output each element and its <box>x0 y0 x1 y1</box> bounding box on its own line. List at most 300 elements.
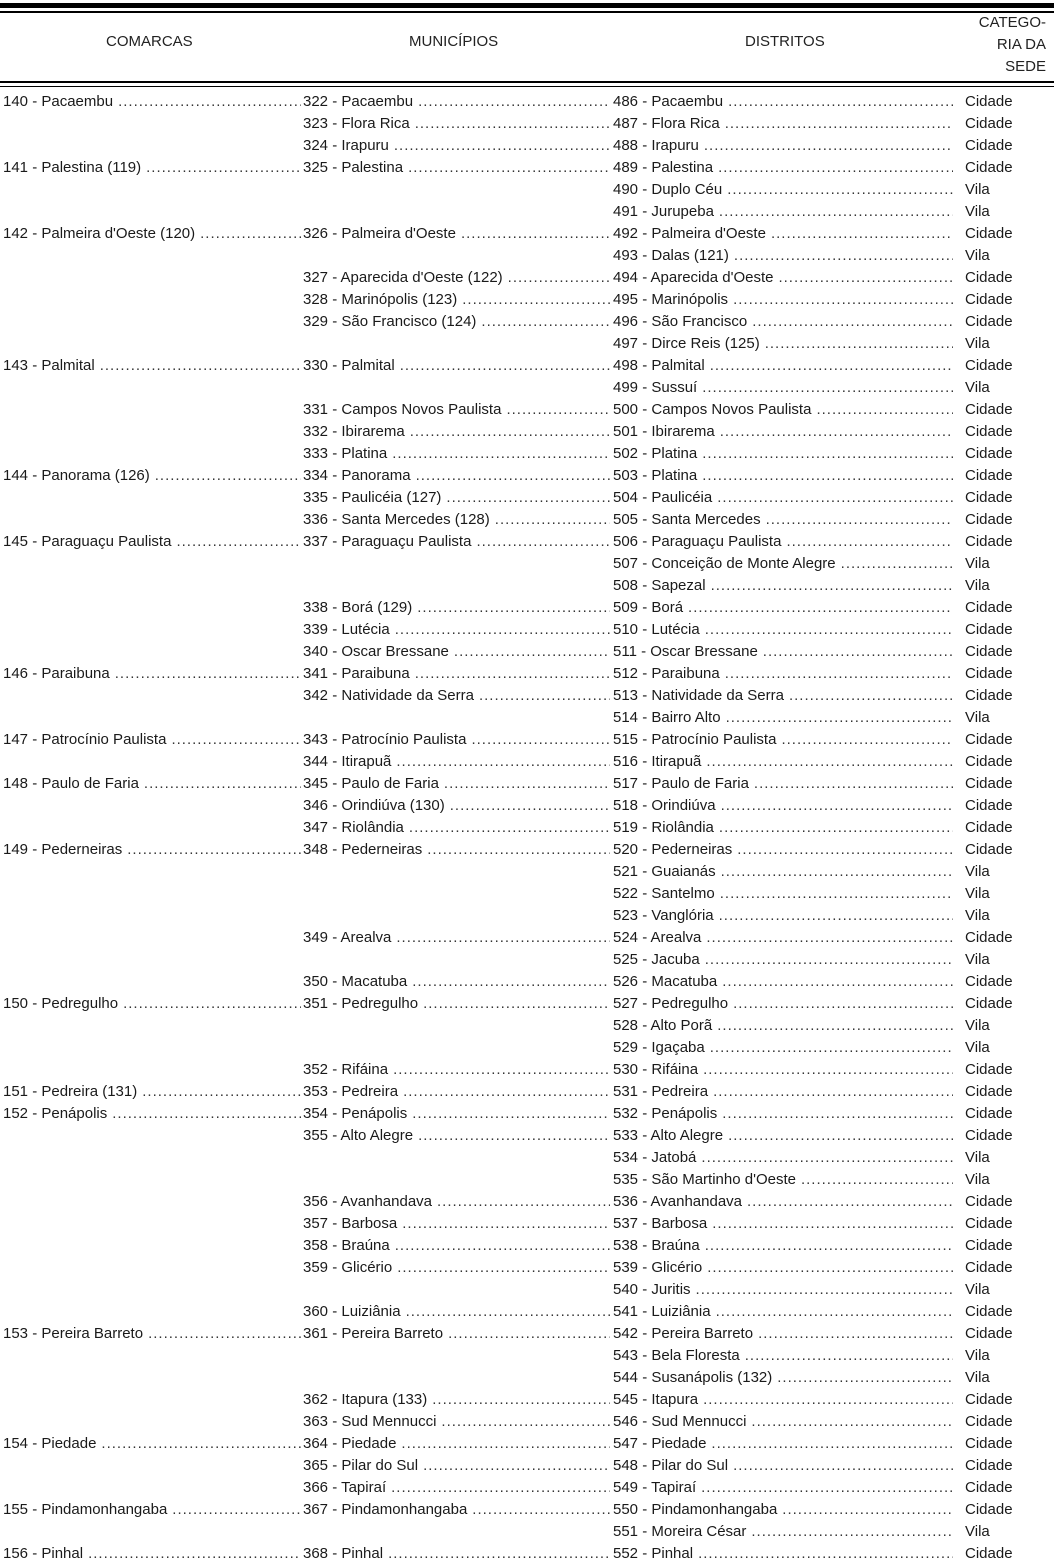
table-row <box>0 1081 1054 1103</box>
table-row <box>0 1499 1054 1521</box>
dot-leader <box>720 883 953 905</box>
categoria-cell-text: Cidade <box>965 1083 1013 1100</box>
municipio-cell-text: 327 - Aparecida d'Oeste (122) <box>303 269 503 286</box>
comarca-cell-text <box>3 377 8 399</box>
municipio-cell-text: 344 - Itirapuã <box>303 753 392 770</box>
categoria-cell <box>965 1191 1045 1213</box>
municipio-cell-text: 360 - Luiziânia <box>303 1303 401 1320</box>
header-bottom-rule <box>0 81 1054 83</box>
categoria-cell <box>965 619 1045 641</box>
municipio-cell <box>303 267 610 289</box>
municipio-cell-text: 323 - Flora Rica <box>303 115 410 132</box>
comarca-cell-text <box>3 707 8 729</box>
dot-leader <box>706 927 953 949</box>
municipio-cell <box>303 1433 610 1455</box>
dot-leader <box>450 795 610 817</box>
distrito-cell <box>613 707 953 729</box>
municipio-cell-text: 336 - Santa Mercedes (128) <box>303 511 490 528</box>
categoria-cell <box>965 399 1045 421</box>
table-row <box>0 839 1054 861</box>
table-row <box>0 487 1054 509</box>
distrito-cell <box>613 1301 953 1323</box>
categoria-cell-text: Cidade <box>965 1413 1013 1430</box>
municipio-cell <box>303 245 610 267</box>
table-row <box>0 883 1054 905</box>
distrito-cell-text: 525 - Jacuba <box>613 951 700 968</box>
dot-leader <box>393 1059 610 1081</box>
comarca-cell-text <box>3 1301 8 1323</box>
categoria-cell <box>965 1147 1045 1169</box>
categoria-cell-text: Cidade <box>965 973 1013 990</box>
categoria-cell-text: Cidade <box>965 841 1013 858</box>
municipio-cell <box>303 223 610 245</box>
municipio-cell <box>303 905 610 927</box>
header-comarcas: COMARCAS <box>106 33 193 50</box>
categoria-cell <box>965 157 1045 179</box>
comarca-cell-text: 144 - Panorama (126) <box>3 467 150 484</box>
distrito-cell <box>613 201 953 223</box>
municipio-cell <box>303 1059 610 1081</box>
comarca-cell-text <box>3 1015 8 1037</box>
dot-leader <box>171 729 301 751</box>
distrito-cell <box>613 1499 953 1521</box>
distrito-cell-text: 504 - Paulicéia <box>613 489 713 506</box>
comarca-cell-text: 153 - Pereira Barreto <box>3 1325 144 1342</box>
comarca-cell-text: 154 - Piedade <box>3 1435 97 1452</box>
distrito-cell-text: 528 - Alto Porã <box>613 1017 713 1034</box>
dot-leader <box>721 795 953 817</box>
comarca-cell-text <box>3 905 8 927</box>
distrito-cell-text: 510 - Lutécia <box>613 621 700 638</box>
dot-leader <box>701 1147 953 1169</box>
categoria-cell-text: Cidade <box>965 643 1013 660</box>
municipio-cell-text: 338 - Borá (129) <box>303 599 413 616</box>
distrito-cell-text: 496 - São Francisco <box>613 313 748 330</box>
comarca-cell-text <box>3 927 8 949</box>
distrito-cell <box>613 1169 953 1191</box>
dot-leader <box>101 1433 301 1455</box>
comarca-cell-text <box>3 333 8 355</box>
comarca-cell-text <box>3 883 8 905</box>
comarca-cell <box>3 751 301 773</box>
table-row <box>0 1235 1054 1257</box>
categoria-cell-text: Vila <box>965 1281 990 1298</box>
municipio-cell-text <box>303 575 308 597</box>
dot-leader <box>391 1477 610 1499</box>
municipio-cell <box>303 575 610 597</box>
municipio-cell <box>303 201 610 223</box>
distrito-cell <box>613 927 953 949</box>
distrito-cell <box>613 1059 953 1081</box>
table-row <box>0 1169 1054 1191</box>
categoria-cell-text: Cidade <box>965 995 1013 1012</box>
comarca-cell <box>3 883 301 905</box>
comarca-cell-text: 147 - Patrocínio Paulista <box>3 731 167 748</box>
categoria-cell-text: Vila <box>965 335 990 352</box>
dot-leader <box>706 751 953 773</box>
table-row <box>0 1037 1054 1059</box>
comarca-cell-text <box>3 267 8 289</box>
municipio-cell <box>303 1389 610 1411</box>
dot-leader <box>765 333 953 355</box>
municipio-cell-text: 350 - Macatuba <box>303 973 408 990</box>
comarca-cell-text <box>3 399 8 421</box>
comarca-cell <box>3 201 301 223</box>
distrito-cell-text: 544 - Susanápolis (132) <box>613 1369 773 1386</box>
categoria-cell <box>965 1367 1045 1389</box>
municipio-cell-text <box>303 1345 308 1367</box>
distrito-cell <box>613 179 953 201</box>
table-row <box>0 509 1054 531</box>
municipio-cell-text: 364 - Piedade <box>303 1435 397 1452</box>
categoria-cell-text: Cidade <box>965 1391 1013 1408</box>
dot-leader <box>112 1103 301 1125</box>
categoria-cell-text: Cidade <box>965 819 1013 836</box>
distrito-cell <box>613 861 953 883</box>
distrito-cell-text: 507 - Conceição de Monte Alegre <box>613 555 836 572</box>
distrito-cell <box>613 311 953 333</box>
dot-leader <box>713 1081 953 1103</box>
municipio-cell-text <box>303 333 308 355</box>
dot-leader <box>720 421 953 443</box>
municipio-cell-text: 335 - Paulicéia (127) <box>303 489 442 506</box>
comarca-cell-text <box>3 509 8 531</box>
table-row <box>0 1455 1054 1477</box>
distrito-cell <box>613 685 953 707</box>
table-row <box>0 575 1054 597</box>
dot-leader <box>148 1323 301 1345</box>
header-categoria-line: RIA DA <box>996 36 1046 53</box>
dot-leader <box>703 1389 953 1411</box>
table-row <box>0 1257 1054 1279</box>
distrito-cell <box>613 135 953 157</box>
comarca-cell <box>3 1301 301 1323</box>
comarca-cell <box>3 377 301 399</box>
categoria-cell-text: Cidade <box>965 93 1013 110</box>
dot-leader <box>716 1301 953 1323</box>
categoria-cell-text: Cidade <box>965 753 1013 770</box>
dot-leader <box>816 399 953 421</box>
dot-leader <box>123 993 301 1015</box>
categoria-cell <box>965 1521 1045 1543</box>
comarca-cell-text <box>3 311 8 333</box>
comarca-cell-text <box>3 201 8 223</box>
distrito-cell <box>613 883 953 905</box>
distrito-cell-text: 547 - Piedade <box>613 1435 707 1452</box>
dot-leader <box>402 1213 610 1235</box>
municipio-cell-text: 359 - Glicério <box>303 1259 393 1276</box>
table-row <box>0 685 1054 707</box>
distrito-cell-text: 536 - Avanhandava <box>613 1193 743 1210</box>
municipio-cell <box>303 707 610 729</box>
dot-leader <box>416 465 610 487</box>
header-categoria-line: CATEGO- <box>978 14 1046 31</box>
dot-leader <box>727 179 953 201</box>
categoria-cell-text: Vila <box>965 203 990 220</box>
distrito-cell-text: 515 - Patrocínio Paulista <box>613 731 777 748</box>
distrito-cell-text: 551 - Moreira César <box>613 1523 747 1540</box>
municipio-cell-text: 368 - Pinhal <box>303 1545 384 1562</box>
categoria-cell <box>965 729 1045 751</box>
municipio-cell <box>303 487 610 509</box>
municipio-cell-text <box>303 707 308 729</box>
dot-leader <box>427 839 610 861</box>
distrito-cell <box>613 1081 953 1103</box>
table-row <box>0 421 1054 443</box>
table-row <box>0 1367 1054 1389</box>
distrito-cell <box>613 663 953 685</box>
dot-leader <box>155 465 301 487</box>
categoria-cell <box>965 465 1045 487</box>
distrito-cell <box>613 773 953 795</box>
distrito-cell <box>613 1433 953 1455</box>
categoria-cell-text: Vila <box>965 885 990 902</box>
categoria-cell <box>965 267 1045 289</box>
comarca-cell <box>3 795 301 817</box>
municipio-cell-text: 329 - São Francisco (124) <box>303 313 477 330</box>
categoria-cell-text: Cidade <box>965 533 1013 550</box>
categoria-cell-text: Cidade <box>965 929 1013 946</box>
comarca-cell-text <box>3 487 8 509</box>
dot-leader <box>423 993 610 1015</box>
comarca-cell <box>3 135 301 157</box>
comarca-cell <box>3 1367 301 1389</box>
distrito-cell-text: 526 - Macatuba <box>613 973 718 990</box>
table-row <box>0 641 1054 663</box>
table-row <box>0 971 1054 993</box>
distrito-cell <box>613 421 953 443</box>
dot-leader <box>412 1103 610 1125</box>
categoria-cell <box>965 1455 1045 1477</box>
comarca-cell <box>3 971 301 993</box>
comarca-cell <box>3 509 301 531</box>
dot-leader <box>719 817 953 839</box>
table-row <box>0 1433 1054 1455</box>
municipio-cell-text <box>303 245 308 267</box>
municipio-cell <box>303 641 610 663</box>
municipio-cell <box>303 1213 610 1235</box>
dot-leader <box>733 289 953 311</box>
table-row <box>0 905 1054 927</box>
dot-leader <box>777 1367 953 1389</box>
comarca-cell-text <box>3 685 8 707</box>
categoria-cell <box>965 971 1045 993</box>
municipio-cell-text <box>303 553 308 575</box>
comarca-cell-text <box>3 289 8 311</box>
categoria-cell <box>965 487 1045 509</box>
dot-leader <box>703 1059 953 1081</box>
table-row <box>0 861 1054 883</box>
categoria-cell <box>965 1037 1045 1059</box>
municipio-cell <box>303 531 610 553</box>
municipio-cell-text <box>303 1279 308 1301</box>
dot-leader <box>733 993 953 1015</box>
table-row <box>0 1323 1054 1345</box>
distrito-cell <box>613 509 953 531</box>
categoria-cell <box>965 1411 1045 1433</box>
categoria-cell-text: Cidade <box>965 1457 1013 1474</box>
distrito-cell <box>613 1389 953 1411</box>
categoria-cell <box>965 927 1045 949</box>
municipio-cell-text: 343 - Patrocínio Paulista <box>303 731 467 748</box>
dot-leader <box>702 443 953 465</box>
categoria-cell <box>965 1235 1045 1257</box>
distrito-cell-text: 502 - Platina <box>613 445 698 462</box>
table-row <box>0 113 1054 135</box>
municipio-cell-text <box>303 1015 308 1037</box>
distrito-cell-text: 513 - Natividade da Serra <box>613 687 784 704</box>
municipio-cell-text: 357 - Barbosa <box>303 1215 398 1232</box>
categoria-cell-text: Vila <box>965 247 990 264</box>
dot-leader <box>395 619 610 641</box>
comarca-cell <box>3 1345 301 1367</box>
categoria-cell-text: Vila <box>965 1523 990 1540</box>
dot-leader <box>396 751 610 773</box>
categoria-cell-text: Cidade <box>965 357 1013 374</box>
dot-leader <box>717 1015 953 1037</box>
municipio-cell-text <box>303 179 308 201</box>
municipio-cell <box>303 1081 610 1103</box>
comarca-cell-text: 155 - Pindamonhangaba <box>3 1501 168 1518</box>
distrito-cell <box>613 1125 953 1147</box>
categoria-cell-text: Vila <box>965 1347 990 1364</box>
categoria-cell-text: Vila <box>965 1369 990 1386</box>
dot-leader <box>728 91 953 113</box>
categoria-cell-text: Cidade <box>965 423 1013 440</box>
comarca-cell <box>3 1389 301 1411</box>
categoria-cell-text: Cidade <box>965 1105 1013 1122</box>
distrito-cell <box>613 1345 953 1367</box>
comarca-cell-text: 150 - Pedregulho <box>3 995 119 1012</box>
table-row <box>0 289 1054 311</box>
categoria-cell <box>965 1213 1045 1235</box>
table-row <box>0 267 1054 289</box>
municipio-cell <box>303 1191 610 1213</box>
distrito-cell <box>613 1279 953 1301</box>
distrito-cell-text: 522 - Santelmo <box>613 885 715 902</box>
municipio-cell <box>303 1125 610 1147</box>
comarca-cell <box>3 333 301 355</box>
comarca-cell <box>3 1323 301 1345</box>
comarca-cell <box>3 399 301 421</box>
table-row <box>0 773 1054 795</box>
categoria-cell-text: Cidade <box>965 115 1013 132</box>
categoria-cell <box>965 223 1045 245</box>
categoria-cell <box>965 1345 1045 1367</box>
categoria-cell <box>965 1103 1045 1125</box>
municipio-cell <box>303 91 610 113</box>
comarca-cell-text: 141 - Palestina (119) <box>3 159 142 176</box>
distrito-cell-text: 535 - São Martinho d'Oeste <box>613 1171 796 1188</box>
comarca-cell <box>3 91 301 113</box>
comarca-cell-text <box>3 1169 8 1191</box>
categoria-cell-text: Cidade <box>965 1259 1013 1276</box>
municipio-cell-text: 358 - Braúna <box>303 1237 390 1254</box>
header-categoria-line: SEDE <box>1005 58 1046 75</box>
distrito-cell <box>613 157 953 179</box>
distrito-cell-text: 548 - Pilar do Sul <box>613 1457 729 1474</box>
dot-leader <box>418 1125 610 1147</box>
distrito-cell-text: 506 - Paraguaçu Paulista <box>613 533 782 550</box>
categoria-cell-text: Cidade <box>965 621 1013 638</box>
categoria-cell-text: Vila <box>965 577 990 594</box>
table-row <box>0 1147 1054 1169</box>
distrito-cell-text: 499 - Sussuí <box>613 379 698 396</box>
municipio-cell <box>303 1345 610 1367</box>
table-row <box>0 1521 1054 1543</box>
comarca-cell-text: 152 - Penápolis <box>3 1105 108 1122</box>
municipio-cell <box>303 685 610 707</box>
municipio-cell-text: 365 - Pilar do Sul <box>303 1457 419 1474</box>
distrito-cell <box>613 267 953 289</box>
comarca-cell <box>3 619 301 641</box>
categoria-cell <box>965 113 1045 135</box>
municipio-cell-text <box>303 1147 308 1169</box>
categoria-cell-text: Cidade <box>965 137 1013 154</box>
dot-leader <box>417 597 610 619</box>
municipio-cell <box>303 179 610 201</box>
distrito-cell <box>613 619 953 641</box>
comarca-cell-text <box>3 1147 8 1169</box>
municipio-cell-text: 351 - Pedregulho <box>303 995 419 1012</box>
municipio-cell <box>303 553 610 575</box>
dot-leader <box>766 509 953 531</box>
municipio-cell-text <box>303 1037 308 1059</box>
dot-leader <box>392 443 610 465</box>
municipio-cell <box>303 927 610 949</box>
municipio-cell-text: 325 - Palestina <box>303 159 404 176</box>
categoria-cell-text: Vila <box>965 1039 990 1056</box>
distrito-cell <box>613 1521 953 1543</box>
table-row <box>0 1015 1054 1037</box>
municipio-cell-text: 353 - Pedreira <box>303 1083 399 1100</box>
categoria-cell-text: Cidade <box>965 687 1013 704</box>
municipio-cell-text: 367 - Pindamonhangaba <box>303 1501 468 1518</box>
municipio-cell <box>303 1521 610 1543</box>
municipio-cell-text: 356 - Avanhandava <box>303 1193 433 1210</box>
categoria-cell <box>965 245 1045 267</box>
comarca-cell-text <box>3 1521 8 1543</box>
municipio-cell-text: 342 - Natividade da Serra <box>303 687 474 704</box>
municipio-cell-text: 332 - Ibirarema <box>303 423 405 440</box>
municipio-cell-text <box>303 377 308 399</box>
municipio-cell-text: 326 - Palmeira d'Oeste <box>303 225 456 242</box>
table-row <box>0 663 1054 685</box>
comarca-cell <box>3 443 301 465</box>
distrito-cell <box>613 223 953 245</box>
comarca-cell <box>3 773 301 795</box>
comarca-cell <box>3 1081 301 1103</box>
municipio-cell-text: 363 - Sud Mennucci <box>303 1413 437 1430</box>
dot-leader <box>771 223 953 245</box>
comarca-cell-text <box>3 1257 8 1279</box>
dot-leader <box>733 1455 953 1477</box>
municipio-cell-text: 339 - Lutécia <box>303 621 390 638</box>
table-row <box>0 1213 1054 1235</box>
table-row <box>0 245 1054 267</box>
municipio-cell-text <box>303 1521 308 1543</box>
dot-leader <box>758 1323 953 1345</box>
dot-leader <box>801 1169 953 1191</box>
categoria-cell <box>965 1257 1045 1279</box>
dot-leader <box>786 531 953 553</box>
categoria-cell <box>965 509 1045 531</box>
categoria-cell <box>965 1081 1045 1103</box>
categoria-cell <box>965 311 1045 333</box>
categoria-cell <box>965 1301 1045 1323</box>
municipio-cell <box>303 311 610 333</box>
dot-leader <box>144 773 301 795</box>
